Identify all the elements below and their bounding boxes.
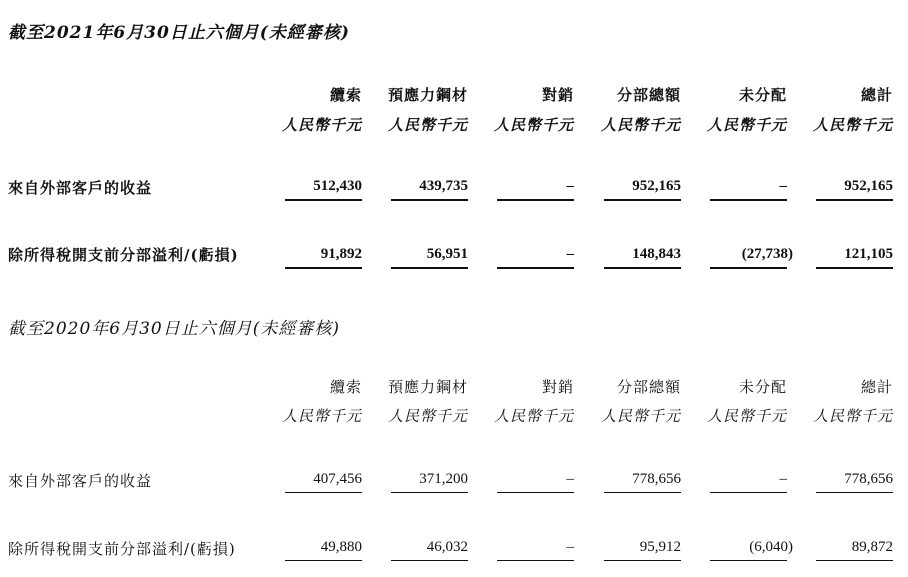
table-cell: 439,735 [419,178,468,194]
rule [497,560,574,561]
table-cell: 952,165 [844,178,893,194]
unit-label: 人民幣千元 [281,407,362,425]
table-cell: 56,951 [426,246,468,262]
table-cell: 121,105 [844,246,893,262]
rule [285,199,362,201]
column-header: 總計 [860,378,893,396]
rule [391,267,468,269]
unit-label: 人民幣千元 [812,407,893,425]
rule [710,267,787,269]
unit-label: 人民幣千元 [387,116,468,134]
rule [604,560,681,561]
table-cell: 49,880 [320,539,362,555]
rule [816,492,893,493]
rule [285,560,362,561]
table-cell: 46,032 [426,539,468,555]
table-cell: 952,165 [632,178,681,194]
unit-label: 人民幣千元 [600,116,681,134]
rule [285,267,362,269]
unit-label: 人民幣千元 [493,407,574,425]
table-cell: 512,430 [313,178,362,194]
section-title: 截至2020年6月30日止六個月(未經審核) [8,319,340,339]
rule [816,560,893,561]
rule [391,492,468,493]
table-cell: (6,040) [749,539,793,555]
rule [816,267,893,269]
column-header: 對銷 [541,378,574,396]
column-header: 預應力鋼材 [387,378,468,396]
column-header: 總計 [860,86,893,104]
table-cell: – [566,246,574,262]
rule [497,267,574,269]
rule [391,199,468,201]
row-label: 除所得稅開支前分部溢利/(虧損) [8,540,236,558]
column-header: 纜索 [329,378,362,396]
table-cell: 89,872 [851,539,893,555]
table-cell: 148,843 [632,246,681,262]
unit-label: 人民幣千元 [600,407,681,425]
table-cell: – [566,178,574,194]
table-cell: – [566,539,574,555]
row-label: 除所得稅開支前分部溢利/(虧損) [8,246,239,264]
rule [710,199,787,201]
unit-label: 人民幣千元 [493,116,574,134]
rule [604,267,681,269]
column-header: 未分配 [738,378,787,396]
section-title: 截至2021年6月30日止六個月(未經審核) [8,23,350,43]
table-cell: – [779,471,787,487]
rule [285,492,362,493]
table-cell: – [779,178,787,194]
rule [710,560,787,561]
rule [497,199,574,201]
row-label: 來自外部客戶的收益 [8,179,153,197]
rule [816,199,893,201]
column-header: 分部總額 [616,378,681,396]
column-header: 未分配 [738,86,787,104]
column-header: 纜索 [329,86,362,104]
rule [391,560,468,561]
unit-label: 人民幣千元 [281,116,362,134]
column-header: 預應力鋼材 [387,86,468,104]
rule [604,492,681,493]
rule [710,492,787,493]
table-cell: 95,912 [639,539,681,555]
unit-label: 人民幣千元 [812,116,893,134]
unit-label: 人民幣千元 [387,407,468,425]
table-cell: – [566,471,574,487]
row-label: 來自外部客戶的收益 [8,472,153,490]
unit-label: 人民幣千元 [706,407,787,425]
table-cell: 407,456 [313,471,362,487]
table-cell: 371,200 [419,471,468,487]
column-header: 對銷 [541,86,574,104]
rule [497,492,574,493]
unit-label: 人民幣千元 [706,116,787,134]
table-cell: 91,892 [320,246,362,262]
rule [604,199,681,201]
table-cell: 778,656 [844,471,893,487]
column-header: 分部總額 [616,86,681,104]
table-cell: (27,738) [741,246,793,262]
table-cell: 778,656 [632,471,681,487]
